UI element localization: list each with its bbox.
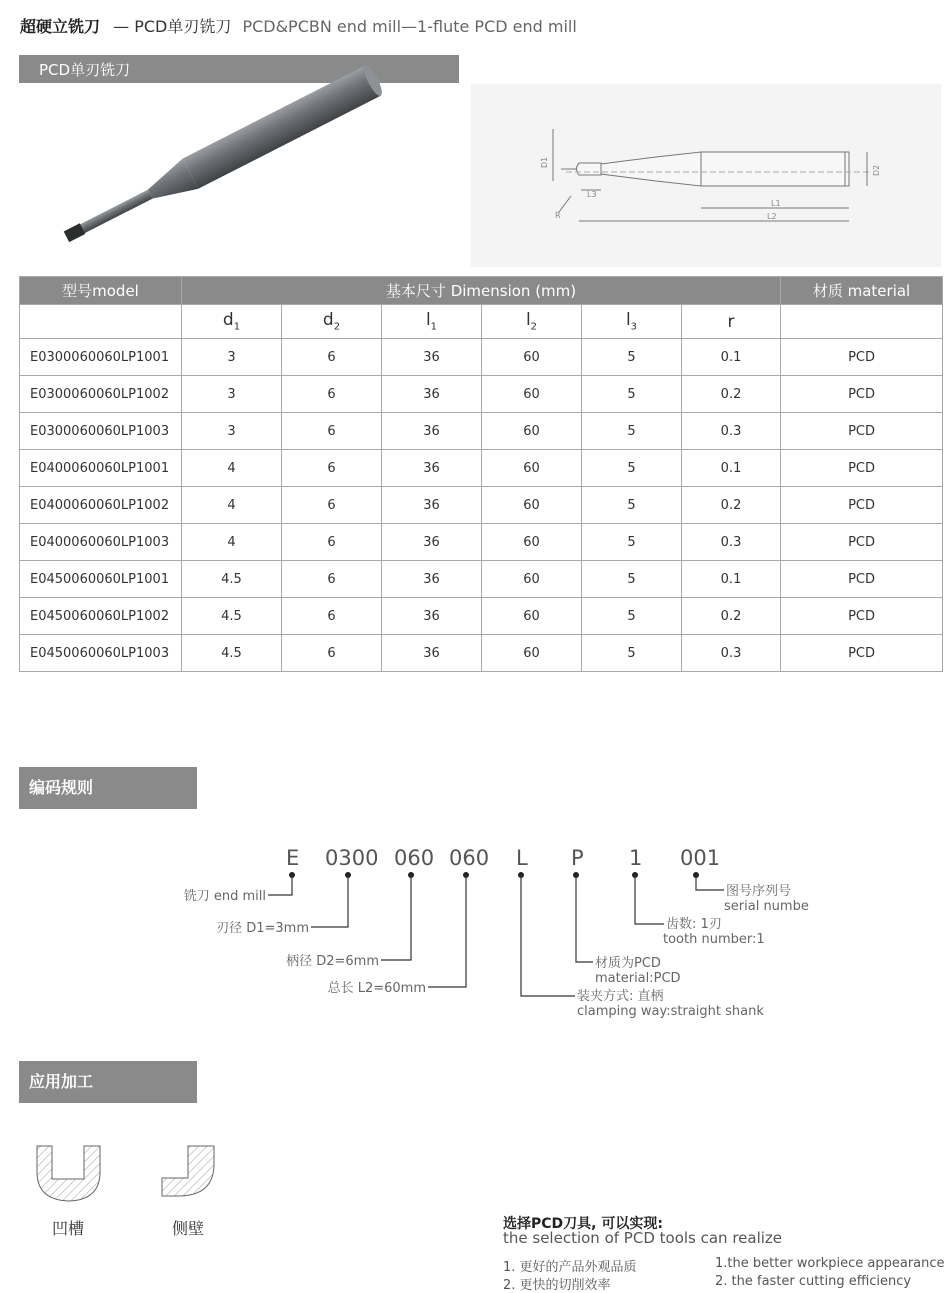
- cell-model: E0450060060LP1001: [20, 561, 182, 598]
- cell-d2: 6: [282, 524, 382, 561]
- code-part-material: P: [571, 846, 584, 870]
- cell-l2: 60: [482, 339, 582, 376]
- table-row: [20, 450, 943, 487]
- table-subheader-row: [20, 305, 943, 339]
- benefit-cn-2: 2. 更快的切削效率: [503, 1278, 611, 1293]
- cell-l3: 5: [582, 635, 682, 672]
- cell-model: E0450060060LP1002: [20, 598, 182, 635]
- heading-subtitle-cn: — PCD单刃铣刀: [113, 17, 232, 36]
- code-part-clamp: L: [516, 846, 528, 870]
- code-part-serial: 001: [680, 846, 721, 870]
- cell-l3: 5: [582, 524, 682, 561]
- cell-material: PCD: [781, 487, 943, 524]
- product-section-bar: [19, 55, 459, 83]
- cell-l1: 36: [382, 450, 482, 487]
- technical-drawing: [471, 84, 941, 267]
- cell-material: PCD: [781, 450, 943, 487]
- label-d1: D1: [540, 156, 549, 168]
- reg-label-end-mill: 铣刀 end mill: [183, 889, 266, 904]
- heading-subtitle-en: PCD&PCBN end mill—1-flute PCD end mill: [242, 17, 577, 36]
- cell-l1: 36: [382, 413, 482, 450]
- cell-l3: 5: [582, 339, 682, 376]
- cell-l2: 60: [482, 376, 582, 413]
- cell-material: PCD: [781, 561, 943, 598]
- cell-l2: 60: [482, 598, 582, 635]
- table-row: [20, 487, 943, 524]
- application-title: 应用加工 application: [19, 1061, 197, 1103]
- cell-l1: 36: [382, 487, 482, 524]
- cell-l2: 60: [482, 413, 582, 450]
- table-row: [20, 561, 943, 598]
- cell-d1: 4: [182, 487, 282, 524]
- benefit-cn-1: 1. 更好的产品外观品质: [503, 1260, 637, 1275]
- selection-title: 选择PCD刀具, 可以实现:: [503, 1216, 663, 1232]
- cell-l2: 60: [482, 561, 582, 598]
- cell-l1: 36: [382, 524, 482, 561]
- cell-d1: 4: [182, 524, 282, 561]
- cell-r: 0.3: [682, 413, 781, 450]
- reg-label-serial-en: serial numbe: [724, 899, 809, 914]
- cell-r: 0.1: [682, 561, 781, 598]
- table-header-row: [20, 277, 943, 305]
- col-r: r: [682, 305, 781, 339]
- coding-rule-diagram: [180, 840, 809, 1030]
- reg-label-serial-cn: 图号序列号: [726, 884, 792, 899]
- reg-label-d2: 柄径 D2=6mm: [286, 954, 379, 969]
- cell-l2: 60: [482, 487, 582, 524]
- cell-r: 0.2: [682, 598, 781, 635]
- cell-d2: 6: [282, 598, 382, 635]
- cell-l1: 36: [382, 598, 482, 635]
- col-l3: $l_3$: [582, 305, 682, 339]
- cell-d2: 6: [282, 376, 382, 413]
- table-row: [20, 524, 943, 561]
- sidewall-icon: [158, 1144, 228, 1204]
- cell-d1: 4.5: [182, 561, 282, 598]
- cell-l3: 5: [582, 376, 682, 413]
- cell-r: 0.1: [682, 450, 781, 487]
- reg-label-d1: 刃径 D1=3mm: [216, 921, 309, 936]
- code-part-teeth: 1: [629, 846, 643, 870]
- cell-r: 0.3: [682, 524, 781, 561]
- cell-d1: 4.5: [182, 598, 282, 635]
- cell-model: E0300060060LP1003: [20, 413, 182, 450]
- cell-l3: 5: [582, 413, 682, 450]
- cell-r: 0.2: [682, 376, 781, 413]
- reg-label-material-cn: 材质为PCD: [595, 956, 661, 971]
- table-row: [20, 376, 943, 413]
- cell-material: PCD: [781, 376, 943, 413]
- benefit-en-2: 2. the faster cutting efficiency: [715, 1274, 912, 1289]
- selection-subtitle: the selection of PCD tools can realize: [503, 1229, 783, 1247]
- cell-model: E0400060060LP1003: [20, 524, 182, 561]
- reg-label-teeth-en: tooth number:1: [663, 932, 765, 947]
- cell-l3: 5: [582, 598, 682, 635]
- col-header-dimension: 基本尺寸 Dimension (mm): [182, 277, 781, 305]
- heading-title: 超硬立铣刀: [20, 17, 101, 36]
- application-groove-label: 凹槽: [52, 1219, 85, 1238]
- product-image: [40, 95, 400, 255]
- cell-d1: 3: [182, 376, 282, 413]
- cell-material: PCD: [781, 598, 943, 635]
- application-sidewall-label: 侧壁: [172, 1219, 205, 1238]
- reg-label-l2: 总长 L2=60mm: [327, 981, 426, 996]
- cell-material: PCD: [781, 339, 943, 376]
- cell-material: PCD: [781, 524, 943, 561]
- page-heading: [20, 14, 577, 37]
- col-header-model: 型号model: [20, 277, 182, 305]
- table-row: [20, 635, 943, 672]
- cell-model: E0400060060LP1002: [20, 487, 182, 524]
- code-part-d2: 060: [394, 846, 435, 870]
- col-l2: $l_2$: [482, 305, 582, 339]
- cell-d1: 4: [182, 450, 282, 487]
- cell-model: E0300060060LP1001: [20, 339, 182, 376]
- cell-r: 0.1: [682, 339, 781, 376]
- col-d1: $d_1$: [182, 305, 282, 339]
- cell-d2: 6: [282, 450, 382, 487]
- cell-d2: 6: [282, 561, 382, 598]
- cell-l2: 60: [482, 450, 582, 487]
- cell-d1: 4.5: [182, 635, 282, 672]
- cell-l2: 60: [482, 635, 582, 672]
- cell-l1: 36: [382, 561, 482, 598]
- col-l1: $l_1$: [382, 305, 482, 339]
- col-header-material: 材质 material: [781, 277, 943, 305]
- cell-material: PCD: [781, 413, 943, 450]
- cell-r: 0.3: [682, 635, 781, 672]
- label-d2: D2: [872, 164, 881, 176]
- table-row: [20, 413, 943, 450]
- benefit-en-1: 1.the better workpiece appearance: [715, 1256, 945, 1271]
- label-l2: L2: [767, 212, 777, 221]
- label-r: R: [555, 211, 561, 220]
- cell-d1: 3: [182, 413, 282, 450]
- cell-l1: 36: [382, 339, 482, 376]
- cell-d2: 6: [282, 413, 382, 450]
- cell-model: E0300060060LP1002: [20, 376, 182, 413]
- cell-model: E0400060060LP1001: [20, 450, 182, 487]
- groove-icon: [34, 1144, 104, 1204]
- cell-l3: 5: [582, 561, 682, 598]
- cell-l3: 5: [582, 450, 682, 487]
- table-row: [20, 598, 943, 635]
- cell-d2: 6: [282, 339, 382, 376]
- table-row: [20, 339, 943, 376]
- product-section-label: PCD单刃铣刀: [39, 61, 131, 79]
- spec-table: [19, 276, 943, 672]
- label-l3: L3: [587, 190, 597, 199]
- regulation-title: 编码规则 regulation: [19, 767, 197, 809]
- reg-label-clamp-cn: 装夹方式: 直柄: [577, 989, 664, 1004]
- code-part-e: E: [286, 846, 300, 870]
- cell-d2: 6: [282, 487, 382, 524]
- cell-l1: 36: [382, 376, 482, 413]
- cell-l1: 36: [382, 635, 482, 672]
- cell-model: E0450060060LP1003: [20, 635, 182, 672]
- cell-r: 0.2: [682, 487, 781, 524]
- cell-l2: 60: [482, 524, 582, 561]
- reg-label-clamp-en: clamping way:straight shank: [577, 1004, 764, 1019]
- cell-material: PCD: [781, 635, 943, 672]
- code-part-d1: 0300: [325, 846, 379, 870]
- reg-label-material-en: material:PCD: [595, 971, 681, 986]
- code-part-l2: 060: [449, 846, 490, 870]
- label-l1: L1: [771, 199, 781, 208]
- col-d2: $d_2$: [282, 305, 382, 339]
- cell-d2: 6: [282, 635, 382, 672]
- cell-d1: 3: [182, 339, 282, 376]
- reg-label-teeth-cn: 齿数: 1刃: [666, 917, 722, 932]
- cell-l3: 5: [582, 487, 682, 524]
